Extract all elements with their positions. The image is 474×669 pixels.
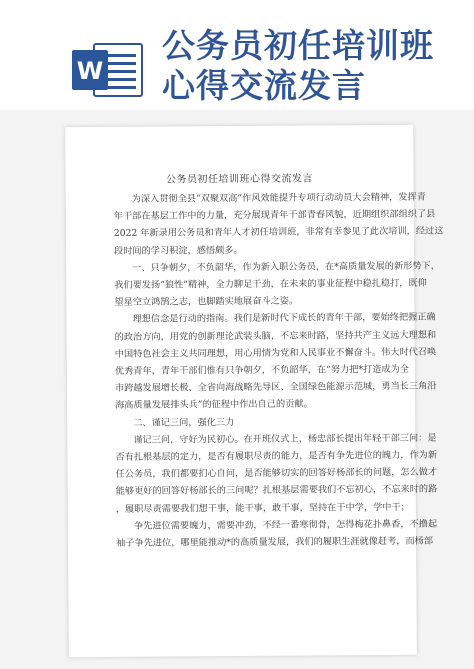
document-line: 二、谨记三问，强化三力 [133, 416, 235, 429]
document-line: 的政治方向，用党的创新理论武装头脑，不忘来时路，坚持共产主义远大理想和 [114, 329, 437, 343]
document-line: 争先进位需要魄力，需要冲劲，不经一番寒彻骨，怎得梅花扑鼻香，不撸起 [133, 518, 438, 532]
document-line: 谨记三问，守好为民初心。在开班仪式上，杨忠部长提出年轻干部三问：是 [133, 432, 437, 446]
document-body [113, 189, 444, 552]
document-line: 任公务员，我们都要扪心自问，是否能够切实的回答好杨部长的问题，怎么做才 [115, 466, 438, 481]
document-line: 否有扎根基层的定力，是否有履职尽责的能力，是否有争先进位的魄力，作为新 [115, 449, 438, 463]
document-line: 段时间的学习积淀，感悟颇多。 [113, 244, 243, 257]
document-page [65, 125, 444, 657]
document-line: 中国特色社会主义共同理想，用心用情为党和人民事业不懈奋斗。伟大时代召唤 [114, 346, 437, 360]
document-line: 望星空立鸿鹄之志，也脚踏实地展奋斗之姿。 [114, 295, 299, 309]
document-line: 为深入贯彻全县“双聚双高”作风效能提升专项行动动员大会精神，发挥青 [131, 191, 426, 205]
document-line: 理想信念是行动的指南。我们是新时代下成长的青年干部，要始终把握正确 [132, 312, 436, 326]
document-line: ，履职尽责需要我们想干事，能干事，敢干事，坚持在干中学，学中干； [115, 501, 410, 515]
document-line: 袖子争先进位，哪里能推动*的高质量发展，我们的履职生涯就像赶考，而杨部 [116, 535, 434, 549]
document-line: 市跨越发展增长极、全省向海战略先导区、全国绿色能源示范城，勇当长三角沿 [114, 380, 437, 395]
word-icon-letter: W [76, 57, 104, 85]
document-line: 我们要发扬“狼性”精神，全力聊足干劲，在未来的事业征程中稳扎稳打，既仰 [114, 277, 427, 291]
document-line: 优秀青年，青年干部们惟有只争朝夕，不负韶华，在“努力把*打造成为全 [114, 363, 410, 377]
banner-title [162, 26, 462, 106]
header-banner [0, 0, 474, 110]
banner-title-line-2: 心得交流发言 [162, 66, 366, 105]
document-line: 海高质量发展排头兵”的征程中作出自己的贡献。 [115, 398, 313, 412]
document-line: 一、只争朝夕，不负韶华，作为新入职公务员，在*高质量发展的新形势下， [132, 260, 440, 274]
banner-title-line-1: 公务员初任培训班 [162, 26, 434, 65]
document-line: 2022 年新录用公务员和青年人才初任培训班，非常有幸参见了此次培训，经过这 [113, 225, 444, 240]
document-line: 能够更好的回答好杨部长的三问呢？扎根基层需要我们不忘初心，不忘来时的路 [115, 484, 438, 498]
document-line: 年干部在基层工作中的力量，充分展现青年干部青春风貌，近期组织部组织了县 [113, 208, 436, 223]
document-title: 公务员初任培训班心得交流发言 [165, 173, 314, 186]
word-document-icon [70, 40, 144, 100]
